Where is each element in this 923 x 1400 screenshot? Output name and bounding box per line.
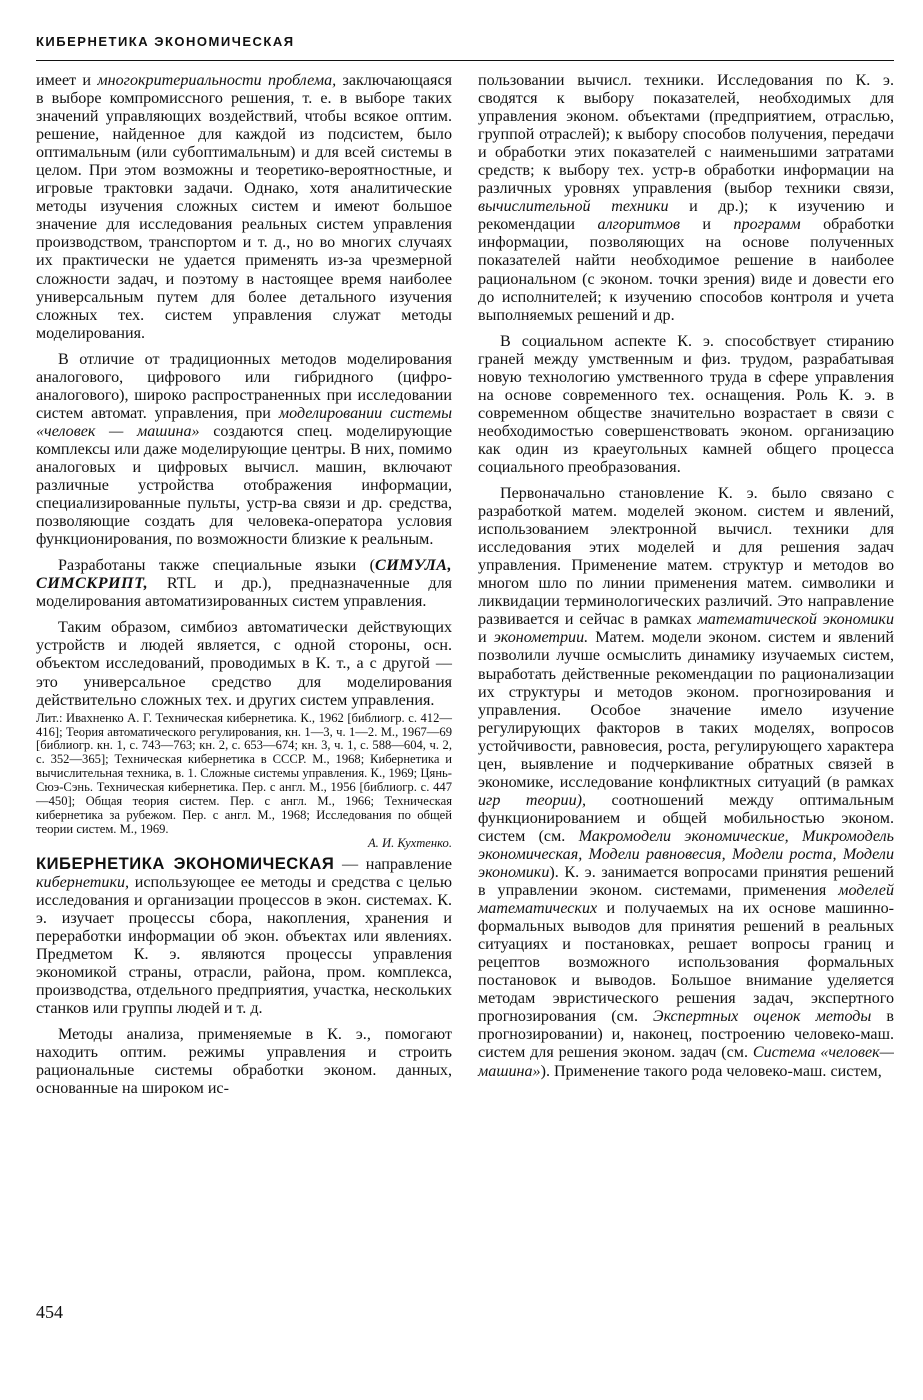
entry-headword: КИБЕРНЕТИКА ЭКОНОМИЧЕСКАЯ bbox=[36, 853, 335, 873]
crossref-term: моделировании системы «человек — машина» bbox=[36, 404, 452, 440]
paragraph-history: Первоначально становление К. э. было связано с разработкой матем. моделей эконом. систем и явлений, использованием электронной вычисл. техники для исследования этих моделей и для решения задач управления. Применение матем. структур и методов во многом шло по линии применения матем. символики и ликвидации терминологических различий. Это направление развивается и сейчас в рамках математической экономики и эконометрии. Матем. модели эконом. систем и явлений позволили лучше осмыслить динамику изучаемых систем, выработать действенные рекомендации по рационализации их структуры и методов эконом. прогнозирования и управления. Особое значение имело изучение регулирующих факторов в таких моделях, вопросов устойчивости, равновесия, роста, регулирующего характера цен, выявление и подчеркивание обратных связей в экономике, исследование конфликтных ситуаций (в рамках игр теории), соотношений между оптимальным функционированием и общей мобильностью эконом. систем (см. Макромодели экономические, Микромодель экономическая, Модели равновесия, Модели роста, Модели экономики). К. э. занимается вопросами принятия решений в управлении эконом. системами, применения моделей математических и получаемых на их основе машинно-формальных выводов для принятия решений в реальных ситуациях и постановках, решает вопросы границ и рецептов возможного использования формальных постановок и выводов. Большое внимание уделяется методам эвристического решения задач, экспертного прогнозирования (см. Экспертных оценок методы в прогнозировании) и, наконец, построению человеко-маш. систем для решения эконом. задач (см. Система «человек—машина»). Применение такого рода человеко-маш. систем, bbox=[478, 485, 895, 1080]
paragraph-modeling: В отличие от традиционных методов моделирования аналогового, цифрового или гибридного (цифро-аналогового), широко распространенных при исследовании систем автомат. управления, при моделировании системы «человек — машина» создаются спец. моделирующие комплексы или даже моделирующие центры. В них, помимо аналоговых и цифровых вычисл. машин, включают различные устройства отображения информации, специализированные пульты, устр-ва связи и др. средства, позволяющие создать для человека-оператора условия функционирования, по возможности близкие к реальным. bbox=[36, 350, 453, 549]
crossref-term: кибернетики, bbox=[36, 873, 130, 891]
paragraph-social: В социальном аспекте К. э. способствует стиранию граней между умственным и физ. трудом, разрабатывая новую технологию умственного труда в сфере управления на основе современного тех. оснащения. Роль К. э. в современном обществе значительно возрастает в связи с необходимостью совершенствовать эконом. организацию как один из краеугольных камней общего процесса социального преобразования. bbox=[478, 332, 894, 476]
crossref-term: многокритериальности проблема, bbox=[97, 72, 337, 89]
crossref-term: Экспертных оценок методы bbox=[653, 1008, 872, 1026]
paragraph-research: пользовании вычисл. техники. Исследования по К. э. сводятся к выбору показателей, необходимых для управления эконом. объектами (предприятием, отраслью, группой отраслей); к выбору способов получения, передачи и обработки этих показателей с наименьшими затратами средств; к выбору тех. устр-в обработки информации на различных уровнях управления (выбор техники связи, вычислительной техники и др.); к изучению и рекомендации алгоритмов и программ обработки информации, позволяющих на основе полученных показателей найти необходимое решение в наиболее рациональном (с эконом. точки зрения) виде и довести его до исполнителей; к изучению способов контроля и учета выполняемых решений и др. bbox=[478, 72, 894, 324]
crossref-term: игр теории), bbox=[478, 791, 587, 809]
left-column bbox=[36, 72, 452, 1106]
article-author: А. И. Кухтенко. bbox=[367, 835, 452, 850]
paragraph-languages: Разработаны также специальные языки (СИМУЛА, СИМСКРИПТ, RTL и др.), предназначенные для моделирования автоматизированных систем управления. bbox=[36, 557, 452, 611]
language-names: СИМУЛА, СИМСКРИПТ, bbox=[36, 557, 452, 593]
paragraph-methods: Методы анализа, применяемые в К. э., помогают находить оптим. режимы управления и строить рациональные системы обработки эконом. данных, основанные на широком ис- bbox=[36, 1026, 452, 1098]
paragraph-symbiosis: Таким образом, симбиоз автоматически действующих устройств и людей является, с одной стороны, осн. объектом исследований, проводимых в К. т., а с другой — это универсальное средство для моделирования действительно сложных тех. и других систем управления. bbox=[36, 619, 452, 709]
crossref-term: программ bbox=[733, 216, 801, 234]
running-header: КИБЕРНЕТИКА ЭКОНОМИЧЕСКАЯ bbox=[36, 34, 295, 49]
crossref-term: математической экономики bbox=[697, 611, 894, 629]
crossref-term: моделей математических bbox=[478, 882, 894, 918]
crossref-term: Система «человек—машина» bbox=[478, 1044, 894, 1080]
crossref-term: вычислительной техники bbox=[478, 198, 669, 216]
right-column bbox=[478, 72, 894, 1089]
crossref-term: алгоритмов bbox=[597, 216, 680, 234]
crossref-term: эконометрии. bbox=[493, 629, 589, 647]
entry-definition: КИБЕРНЕТИКА ЭКОНОМИЧЕСКАЯ — направление кибернетики, использующее ее методы и средства с целью исследования и организации процессов в экон. системах. К. э. изучает процессы сбора, накопления, хранения и переработки информации об экон. объектах или явлениях. Предметом К. э. являются процессы управления экономикой страны, отрасли, района, пром. комплекса, производства, отдельного предприятия, участка, нескольких станков или группы людей и т. д. bbox=[36, 853, 453, 1018]
page-number: 454 bbox=[36, 1302, 63, 1322]
literature-list: Лит.: Ивахненко А. Г. Техническая кибернетика. К., 1962 [библиогр. с. 412—416]; Теория автоматического регулирования, кн. 1—3, ч. 1—2. М., 1967—69 [библиогр. кн. 1, с. 743—763; кн. 2, с. 653—674; кн. 3, ч. 1, с. 588—604, ч. 2, с. 352—365]; Техническая кибернетика в СССР. М., 1968; Кибернетика и вычислительная техника, в. 1. Сложные системы управления. К., 1969; Цянь-Сюэ-Сэнь. Техническая кибернетика. Пер. с англ. М., 1956 [библиогр. с. 447—450]; Общая теория систем. Пер. с англ. М., 1966; Техническая кибернетика за рубежом. Пер. с англ. М., 1968; Исследования по общей теории систем. М., 1969. А. И. Кухтенко. bbox=[36, 710, 452, 850]
paragraph-continuation: имеет и многокритериальности проблема, заключающаяся в выборе компромиссного решения, т. е. в выборе таких значений управляющих воздействий, чтобы всякое оптим. решение, найденное для каждой из подсистем, было оптимальным (или субоптимальным) и для всей системы в целом. При этом возможны и теоретико-вероятностные, и игровые трактовки задачи. Однако, хотя аналитические методы изучения сложных систем и имеют большое значение для исследования реальных систем управления производством, транспортом и т. д., но во многих случаях их практически не удается применять из-за чрезмерной сложности задач, и поэтому в настоящее время наиболее универсальным путем для более детального изучения сложных тех. систем управления служат методы моделирования. bbox=[36, 72, 452, 342]
crossref-term: Макромодели экономические, Микромодель экономическая, Модели равновесия, Модели роста, Модели экономики bbox=[478, 827, 894, 882]
header-rule bbox=[36, 60, 894, 61]
